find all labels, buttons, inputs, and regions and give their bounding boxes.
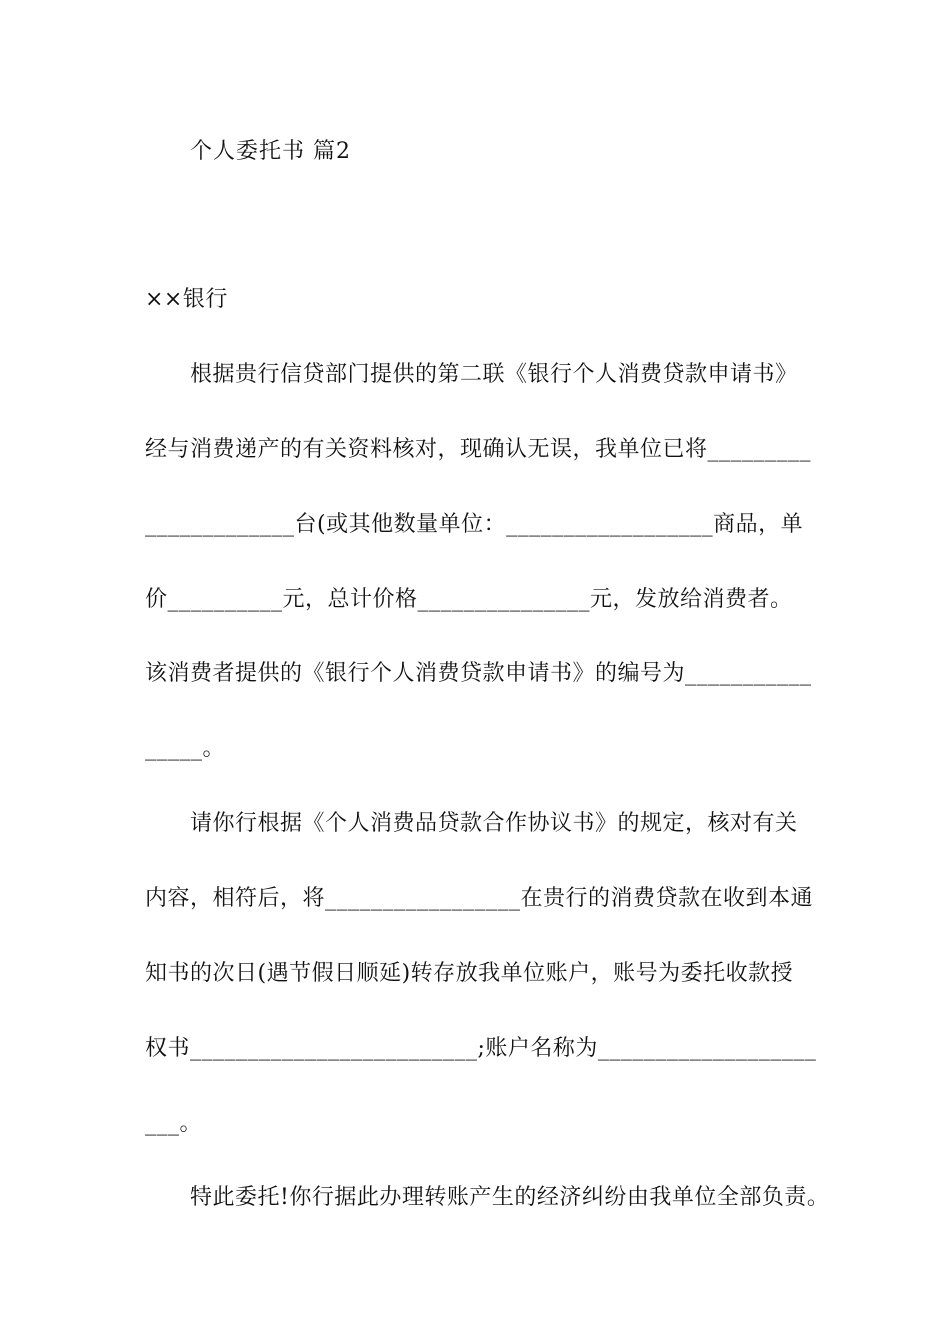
- body-line-1: 根据贵行信贷部门提供的第二联《银行个人消费贷款申请书》: [190, 362, 798, 387]
- body-line-11: ___。: [145, 1111, 203, 1136]
- addressee: ××银行: [145, 287, 228, 312]
- body-line-5: 该消费者提供的《银行个人消费贷款申请书》的编号为___________: [145, 661, 812, 686]
- body-line-4: 价__________元，总计价格_______________元，发放给消费者。: [145, 587, 793, 612]
- body-line-7: 请你行根据《个人消费品贷款合作协议书》的规定，核对有关: [190, 811, 798, 836]
- document-title: 个人委托书 篇2: [190, 139, 351, 164]
- body-line-8: 内容，相符后，将_________________在贵行的消费贷款在收到本通: [145, 886, 814, 911]
- body-line-12: 特此委托!你行据此办理转账产生的经济纠纷由我单位全部负责。: [190, 1185, 830, 1210]
- body-line-2: 经与消费递产的有关资料核对，现确认无误，我单位已将_________: [145, 437, 812, 462]
- body-line-10: 权书_________________________;账户名称为___________________: [145, 1036, 817, 1061]
- body-line-3: _____________台(或其他数量单位：__________________商品，单: [145, 512, 804, 537]
- body-line-6: _____。: [145, 736, 226, 761]
- body-line-9: 知书的次日(遇节假日顺延)转存放我单位账户，账号为委托收款授: [145, 961, 794, 986]
